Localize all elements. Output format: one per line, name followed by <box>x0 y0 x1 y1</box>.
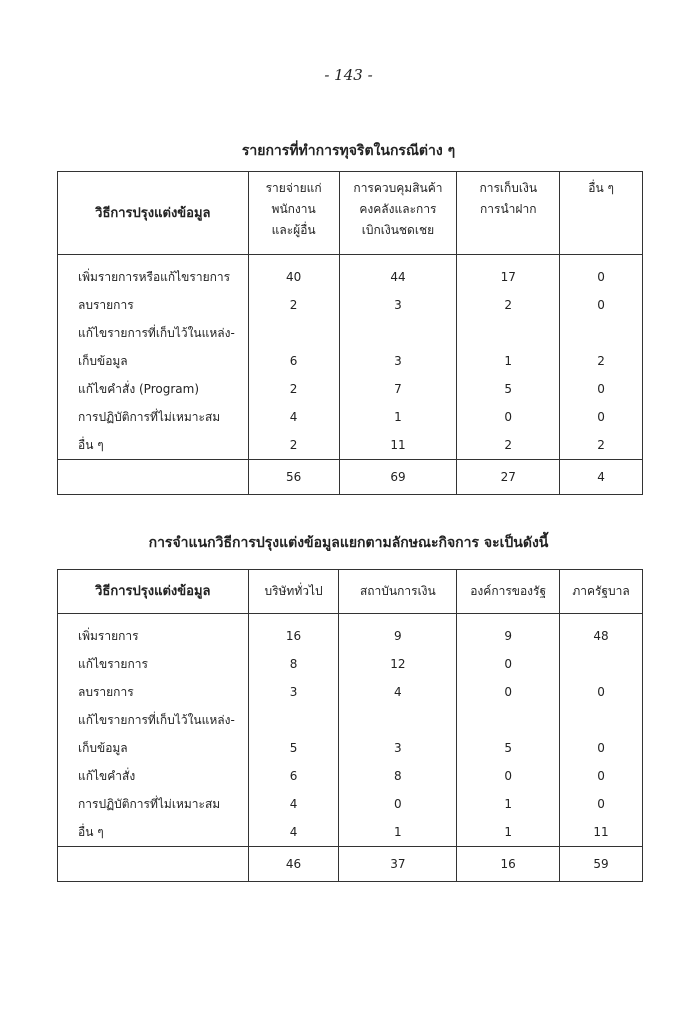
cell-value: 9 <box>457 614 560 651</box>
cell-value: 1 <box>339 818 457 847</box>
row-label: การปฏิบัติการที่ไม่เหมาะสม <box>58 403 249 431</box>
cell-value: 3 <box>248 678 339 706</box>
table-row <box>58 790 643 818</box>
table-row <box>58 347 643 375</box>
table-row <box>58 650 643 678</box>
table1-title: รายการที่ทำการทุจริตในกรณีต่าง ๆ <box>241 143 456 159</box>
cell-value <box>457 319 560 347</box>
cell-value: 0 <box>560 762 643 790</box>
cell-value: 0 <box>457 650 560 678</box>
cell-value: 0 <box>560 255 643 292</box>
row-label: ลบรายการ <box>58 291 249 319</box>
cell-value: 2 <box>457 291 560 319</box>
table-header-row <box>58 570 643 614</box>
row-label: การปฏิบัติการที่ไม่เหมาะสม <box>58 790 249 818</box>
column-header: บริษัททั่วไป <box>248 570 339 614</box>
cell-value: 0 <box>339 790 457 818</box>
cell-value: 1 <box>339 403 457 431</box>
row-label: แก้ไขรายการที่เก็บไว้ในแหล่ง- <box>58 319 249 347</box>
cell-value: 9 <box>339 614 457 651</box>
totals-row <box>58 847 643 882</box>
cell-value <box>248 319 339 347</box>
cell-value: 8 <box>339 762 457 790</box>
totals-row <box>58 460 643 495</box>
cell-value: 4 <box>248 403 339 431</box>
cell-value: 16 <box>248 614 339 651</box>
table-row <box>58 255 643 292</box>
cell-value: 11 <box>339 431 457 460</box>
cell-value: 7 <box>339 375 457 403</box>
row-label: อื่น ๆ <box>58 431 249 460</box>
total-value: 16 <box>457 847 560 882</box>
cell-value: 2 <box>560 347 643 375</box>
cell-value <box>457 706 560 734</box>
cell-value: 2 <box>248 431 339 460</box>
cell-value: 6 <box>248 347 339 375</box>
fraud-cases-table <box>57 171 643 495</box>
column-header: วิธีการปรุงแต่งข้อมูล <box>58 570 249 614</box>
column-header: องค์การของรัฐ <box>457 570 560 614</box>
cell-value: 2 <box>248 375 339 403</box>
cell-value: 3 <box>339 347 457 375</box>
cell-value: 11 <box>560 818 643 847</box>
cell-value: 6 <box>248 762 339 790</box>
table-row <box>58 818 643 847</box>
cell-value: 1 <box>457 347 560 375</box>
table-row <box>58 678 643 706</box>
cell-value: 3 <box>339 734 457 762</box>
total-value: 69 <box>339 460 457 495</box>
cell-value: 5 <box>457 375 560 403</box>
row-label: เพิ่มรายการหรือแก้ไขรายการ <box>58 255 249 292</box>
cell-value <box>560 650 643 678</box>
cell-value: 4 <box>339 678 457 706</box>
total-value: 46 <box>248 847 339 882</box>
table-row <box>58 431 643 460</box>
table-row <box>58 319 643 347</box>
row-label: แก้ไขคำสั่ง <box>58 762 249 790</box>
table-row <box>58 706 643 734</box>
table-row <box>58 614 643 651</box>
column-header: รายจ่ายแก่ พนักงาน และผู้อื่น <box>248 172 339 255</box>
cell-value: 0 <box>560 734 643 762</box>
table2-title: การจำแนกวิธีการปรุงแต่งข้อมูลแยกตามลักษณะกิจการ จะเป็นดังนี้ <box>148 535 549 551</box>
cell-value: 3 <box>339 291 457 319</box>
table-row <box>58 291 643 319</box>
column-header: อื่น ๆ <box>560 172 643 255</box>
cell-value: 48 <box>560 614 643 651</box>
cell-value: 1 <box>457 818 560 847</box>
table-row <box>58 734 643 762</box>
row-label: แก้ไขรายการ <box>58 650 249 678</box>
cell-value: 4 <box>248 818 339 847</box>
column-header: วิธีการปรุงแต่งข้อมูล <box>58 172 249 255</box>
business-type-table <box>57 569 643 882</box>
column-header: การเก็บเงิน การนำฝาก <box>457 172 560 255</box>
row-label: ลบรายการ <box>58 678 249 706</box>
cell-value: 2 <box>248 291 339 319</box>
row-label: อื่น ๆ <box>58 818 249 847</box>
total-value: 27 <box>457 460 560 495</box>
cell-value: 0 <box>457 678 560 706</box>
cell-value: 0 <box>560 375 643 403</box>
cell-value <box>339 319 457 347</box>
cell-value <box>560 319 643 347</box>
cell-value: 5 <box>457 734 560 762</box>
cell-value: 12 <box>339 650 457 678</box>
cell-value <box>248 706 339 734</box>
row-label: เก็บข้อมูล <box>58 734 249 762</box>
cell-value: 0 <box>560 291 643 319</box>
cell-value: 44 <box>339 255 457 292</box>
cell-value: 5 <box>248 734 339 762</box>
column-header: การควบคุมสินค้า คงคลังและการ เบิกเงินชดเชย <box>339 172 457 255</box>
cell-value: 8 <box>248 650 339 678</box>
table-row <box>58 375 643 403</box>
total-value: 4 <box>560 460 643 495</box>
cell-value: 0 <box>457 762 560 790</box>
row-label: แก้ไขรายการที่เก็บไว้ในแหล่ง- <box>58 706 249 734</box>
cell-value: 17 <box>457 255 560 292</box>
cell-value: 2 <box>457 431 560 460</box>
row-label: เพิ่มรายการ <box>58 614 249 651</box>
cell-value: 0 <box>560 790 643 818</box>
row-label: แก้ไขคำสั่ง (Program) <box>58 375 249 403</box>
cell-value: 2 <box>560 431 643 460</box>
cell-value: 1 <box>457 790 560 818</box>
total-value: 56 <box>248 460 339 495</box>
cell-value: 4 <box>248 790 339 818</box>
table-header-row <box>58 172 643 255</box>
totals-label-cell <box>58 847 249 882</box>
page-number: - 143 - <box>324 66 373 84</box>
table-row <box>58 403 643 431</box>
totals-label-cell <box>58 460 249 495</box>
cell-value: 0 <box>560 403 643 431</box>
table-row <box>58 762 643 790</box>
cell-value <box>560 706 643 734</box>
total-value: 59 <box>560 847 643 882</box>
cell-value: 0 <box>457 403 560 431</box>
cell-value: 0 <box>560 678 643 706</box>
cell-value <box>339 706 457 734</box>
total-value: 37 <box>339 847 457 882</box>
column-header: สถาบันการเงิน <box>339 570 457 614</box>
cell-value: 40 <box>248 255 339 292</box>
column-header: ภาครัฐบาล <box>560 570 643 614</box>
row-label: เก็บข้อมูล <box>58 347 249 375</box>
